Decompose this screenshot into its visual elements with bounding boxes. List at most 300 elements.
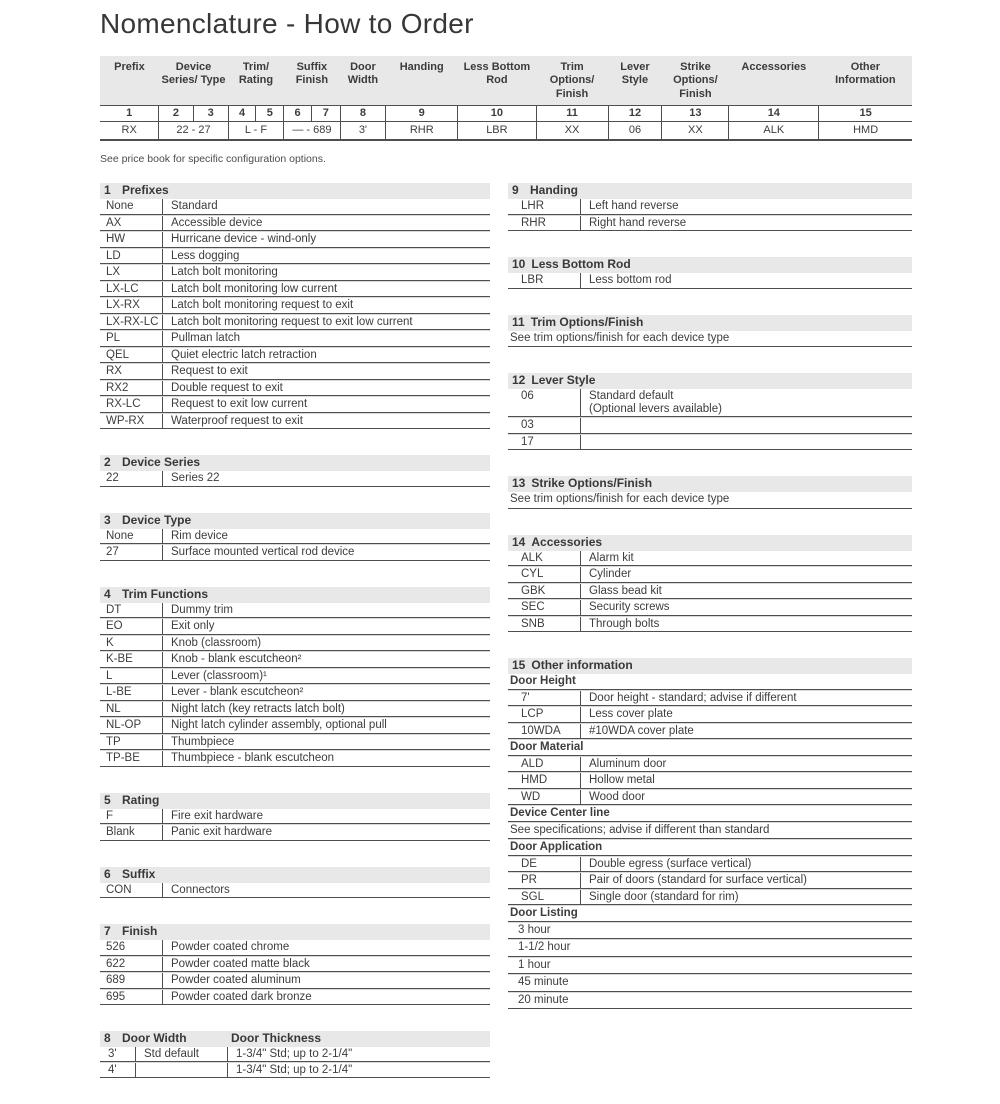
table-row [100,750,490,767]
order-table-example-row [100,122,912,141]
desc-line: Right hand reverse [589,216,687,229]
desc-cell [162,348,490,363]
code-cell: 689 [106,974,126,987]
table-row [508,599,912,616]
section-header [508,658,912,674]
desc-line: Accessible device [171,216,263,229]
desc-cell [162,685,490,700]
section-header [100,1031,490,1047]
desc-line: Knob (classroom) [171,636,262,649]
desc-line: Through bolts [589,617,660,630]
desc-cell [162,718,490,733]
section-title: Device Type [122,512,192,527]
table-row [100,883,490,899]
desc-cell [580,435,912,450]
code-cell: CYL [521,568,544,581]
desc-cell [162,199,490,214]
code-cell: PL [106,332,121,345]
section-header [100,867,490,883]
table-row [508,772,912,789]
desc-line: Double request to exit [171,381,283,394]
code-cell: 526 [106,941,126,954]
desc-line: Left hand reverse [589,200,679,213]
position-number: 9 [386,106,458,122]
example-value-trim-options-finish: XX [536,122,608,141]
desc-line: Door height - standard; advise if different [589,691,797,704]
table-row [100,734,490,751]
code-cell: ALK [521,551,543,564]
desc-cell [580,567,912,582]
section-title: Device Series [122,455,201,470]
section-number: 3 [104,512,111,527]
desc-cell [162,883,490,898]
desc-cell [580,418,912,433]
example-value-accessories: ALK [729,122,819,141]
desc-line [589,419,910,432]
desc-line: Night latch (key retracts latch bolt) [171,702,345,715]
code-cell: L [106,669,113,682]
subsection-header-door-material: Door Material [508,739,912,756]
order-col-device-series-type: Device Series/ Type [159,56,228,106]
section-11-trim-options-finish [508,315,912,348]
position-number: 10 [458,106,536,122]
table-row [100,1047,490,1062]
code-cell: K [106,636,114,649]
desc-cell [580,757,912,772]
desc-cell [162,471,490,486]
desc-cell [580,389,912,416]
desc-cell [162,529,490,544]
example-value-strike-options-finish: XX [662,122,729,141]
desc-line: Quiet electric latch retraction [171,348,317,361]
desc-cell [162,545,490,560]
table-row [100,618,490,635]
order-col-strike-options-finish: Strike Options/ Finish [662,56,729,106]
section-header [100,455,490,471]
section-title: Other information [531,658,633,673]
desc-line: Powder coated chrome [171,941,290,954]
section-number: 15 [512,658,526,673]
code-cell: LX-RX [106,299,140,312]
section-title: Strike Options/Finish [531,476,653,491]
desc-line: Latch bolt monitoring request to exit [171,299,354,312]
section-2-device-series [100,455,490,487]
desc-line: Hollow metal [589,774,655,787]
table-row [100,529,490,545]
code-cell: DE [521,857,537,870]
desc-cell [580,773,912,788]
code-cell: SEC [521,601,545,614]
code-cell: 622 [106,957,126,970]
desc-cell [162,397,490,412]
code-cell: RX2 [106,381,129,394]
desc-line: #10WDA cover plate [589,724,694,737]
order-col-trim-rating: Trim/ Rating [228,56,284,106]
example-value-prefix: RX [100,122,159,141]
position-number: 7 [311,106,340,122]
desc-cell [162,249,490,264]
code-cell: SNB [521,617,545,630]
section-number: 6 [104,866,111,881]
table-row [508,889,912,906]
subsection-note: See specifications; advise if different than standard [508,822,912,840]
section-header [100,587,490,603]
desc-cell [162,298,490,313]
subsection-header-door-height: Door Height [508,674,912,690]
section-header [100,793,490,809]
desc-cell [162,282,490,297]
code-cell: RX-LC [106,398,141,411]
code-cell: 03 [521,419,534,432]
desc-cell [580,707,912,722]
desc-cell [162,603,490,618]
desc-line: Fire exit hardware [171,809,264,822]
code-cell: WP-RX [106,414,145,427]
code-cell: AX [106,216,122,229]
desc-line: Dummy trim [171,603,233,616]
order-col-handing: Handing [386,56,458,106]
desc-cell [162,940,490,955]
table-row [100,471,490,487]
table-row [100,199,490,215]
desc-cell [580,584,912,599]
section-title: Handing [530,183,578,198]
example-value-less-bottom-rod: LBR [458,122,536,141]
code-cell: 22 [106,472,119,485]
table-row [100,989,490,1006]
subsection-header-device-center-line: Device Center line [508,805,912,822]
desc-line: Thumbpiece [171,735,235,748]
code-cell: 7' [521,691,530,704]
desc-cell [162,735,490,750]
table-row [508,215,912,232]
section-9-handing [508,183,912,231]
example-value-suffix-finish: — - 689 [284,122,340,141]
desc-line: Glass bead kit [589,584,662,597]
door-width-cell: 4' [108,1064,117,1077]
section-15-other-information [508,658,912,1009]
code-cell: LX-LC [106,282,139,295]
table-row [100,413,490,430]
desc-cell [162,751,490,766]
desc-line: Hurricane device - wind-only [171,233,317,246]
desc-line: Less dogging [171,249,240,262]
section-number: 13 [512,476,526,491]
door-thickness-cell: 1-3/4" Std; up to 2-1/4" [227,1063,490,1077]
position-number: 5 [256,106,284,122]
code-cell: None [106,529,134,542]
desc-cell [162,636,490,651]
desc-cell [162,702,490,717]
section-number: 1 [104,183,111,198]
example-value-device-series-type: 22 - 27 [159,122,228,141]
desc-cell [162,652,490,667]
desc-line: Pullman latch [171,332,241,345]
desc-line: Standard [171,200,218,213]
list-item: 1 hour [508,957,912,975]
section-3-device-type [100,513,490,561]
code-cell: None [106,200,134,213]
section-note: See trim options/finish for each device type [508,492,912,509]
code-cell: EO [106,620,123,633]
desc-line: Surface mounted vertical rod device [171,546,355,559]
table-row [100,824,490,841]
table-row [100,248,490,265]
example-value-handing: RHR [386,122,458,141]
desc-line: Powder coated dark bronze [171,990,312,1003]
example-value-other-information: HMD [819,122,912,141]
section-note: See trim options/finish for each device type [508,331,912,348]
position-number: 12 [608,106,662,122]
section-header [100,513,490,529]
section-header [508,315,912,331]
desc-line: Lever (classroom)¹ [171,669,267,682]
code-cell: LD [106,249,121,262]
position-number: 4 [228,106,256,122]
desc-cell [162,990,490,1005]
desc-cell [580,691,912,706]
code-cell: LBR [521,274,544,287]
table-row [100,635,490,652]
position-number: 8 [340,106,386,122]
position-number: 11 [536,106,608,122]
desc-cell [162,809,490,824]
desc-line: Cylinder [589,568,632,581]
table-row [100,651,490,668]
code-cell: WD [521,790,541,803]
code-cell: 10WDA [521,724,561,737]
desc-cell [162,619,490,634]
desc-cell [162,381,490,396]
legend-column-right [508,183,912,1035]
code-cell: RX [106,365,122,378]
code-cell: LX [106,266,121,279]
legend-columns [100,183,914,1104]
section-title: Accessories [531,534,603,549]
desc-line: Lever - blank escutcheon² [171,686,304,699]
desc-line: Standard default [589,390,674,403]
desc-line: Series 22 [171,472,220,485]
desc-line: Single door (standard for rim) [589,890,739,903]
order-col-suffix-finish: Suffix Finish [284,56,340,106]
code-cell: LX-RX-LC [106,315,159,328]
table-row [508,616,912,633]
position-number: 14 [729,106,819,122]
desc-line [589,436,910,449]
table-row [508,872,912,889]
desc-cell [580,890,912,905]
table-row [100,264,490,281]
order-col-trim-options-finish: Trim Options/ Finish [536,56,608,106]
section-title: Rating [122,792,160,807]
desc-line: Rim device [171,529,228,542]
code-cell: NL-OP [106,719,142,732]
table-row [508,706,912,723]
order-col-other-information: Other Information [819,56,912,106]
code-cell: F [106,809,114,822]
section-title: Lever Style [531,373,596,388]
section-title: Door Width [122,1031,187,1046]
desc-cell [162,364,490,379]
position-number: 2 [159,106,193,122]
table-row [100,701,490,718]
desc-line: Aluminum door [589,757,667,770]
order-col-lever-style: Lever Style [608,56,662,106]
desc-cell [162,973,490,988]
table-row [100,330,490,347]
section-number: 11 [512,314,525,329]
door-width-default-cell: Std default [135,1047,227,1061]
section-title: Prefixes [122,183,169,198]
desc-cell [580,873,912,888]
desc-cell [580,216,912,231]
code-cell: K-BE [106,653,133,666]
position-number: 3 [193,106,228,122]
code-cell: CON [106,883,132,896]
table-row [100,380,490,397]
desc-cell [580,790,912,805]
table-row [100,314,490,331]
list-item: 45 minute [508,974,912,992]
table-row [100,684,490,701]
section-header [508,257,912,273]
subsection-header-door-listing: Door Listing [508,905,912,922]
desc-line: Powder coated matte black [171,957,310,970]
section-number: 10 [512,257,526,272]
desc-line: Wood door [589,790,646,803]
desc-cell [162,216,490,231]
table-row [100,940,490,956]
section-6-suffix [100,867,490,899]
section-number: 14 [512,534,526,549]
section-header [100,924,490,940]
table-row [508,566,912,583]
table-row [100,231,490,248]
code-cell: ALD [521,757,544,770]
table-row [100,809,490,825]
desc-cell [580,617,912,632]
legend-column-left [100,183,490,1104]
table-row [508,434,912,451]
desc-cell [162,232,490,247]
desc-cell [162,825,490,840]
desc-cell [580,273,912,288]
section-title-secondary: Door Thickness [231,1031,322,1046]
example-value-lever-style: 06 [608,122,662,141]
code-cell: L-BE [106,686,132,699]
desc-cell [162,957,490,972]
desc-cell [580,857,912,872]
desc-line: Exit only [171,620,215,633]
desc-line: Latch bolt monitoring low current [171,282,338,295]
desc-line: Request to exit low current [171,398,308,411]
section-title: Trim Functions [122,586,209,601]
table-row [508,551,912,567]
desc-line: Connectors [171,883,230,896]
desc-line: Panic exit hardware [171,826,272,839]
table-row [100,363,490,380]
section-title: Suffix [122,866,156,881]
desc-line: Double egress (surface vertical) [589,857,752,870]
list-item: 1-1/2 hour [508,939,912,957]
section-header [508,535,912,551]
code-cell: 17 [521,435,534,448]
desc-line: Latch bolt monitoring request to exit low current [171,315,413,328]
desc-line: Latch bolt monitoring [171,266,278,279]
table-row [508,690,912,707]
code-cell: HW [106,233,126,246]
code-cell: HMD [521,774,548,787]
section-5-rating [100,793,490,841]
table-row [508,756,912,773]
section-number: 12 [512,373,526,388]
desc-line: Thumbpiece - blank escutcheon [171,752,335,765]
desc-line: (Optional levers available) [589,402,722,415]
desc-line: Less bottom rod [589,274,672,287]
code-cell: 695 [106,990,126,1003]
code-cell: RHR [521,216,546,229]
section-header [508,183,912,199]
list-item: 20 minute [508,992,912,1010]
code-cell: NL [106,702,121,715]
code-cell: 06 [521,390,534,403]
desc-cell [580,600,912,615]
page-title: Nomenclature - How to Order [100,8,474,39]
desc-line: Security screws [589,601,670,614]
order-nomenclature-table [100,56,912,141]
desc-cell [162,315,490,330]
position-number: 15 [819,106,912,122]
table-row [100,603,490,619]
desc-line: Waterproof request to exit [171,414,303,427]
door-width-default-cell [135,1063,227,1077]
price-book-note: See price book for specific configuration options. [100,153,326,166]
desc-cell [162,414,490,429]
code-cell: 27 [106,546,119,559]
code-cell: Blank [106,826,135,839]
position-number: 1 [100,106,159,122]
section-12-lever-style [508,373,912,450]
section-1-prefixes [100,183,490,429]
table-row [100,215,490,232]
table-row [100,956,490,973]
code-cell: SGL [521,890,545,903]
table-row [100,668,490,685]
section-7-finish [100,924,490,1005]
desc-line: Knob - blank escutcheon² [171,653,302,666]
table-row [100,347,490,364]
desc-line: Pair of doors (standard for surface vertical) [589,874,807,887]
list-item: 3 hour [508,922,912,940]
section-title: Less Bottom Rod [531,257,631,272]
order-col-accessories: Accessories [729,56,819,106]
section-14-accessories [508,535,912,633]
desc-line: Night latch cylinder assembly, optional pull [171,719,387,732]
section-13-strike-options-finish [508,476,912,509]
section-number: 5 [104,792,111,807]
table-row [508,417,912,434]
subsection-header-door-application: Door Application [508,839,912,856]
table-row [508,199,912,215]
desc-cell [580,199,912,214]
table-row [508,789,912,806]
table-row [100,396,490,413]
desc-cell [162,669,490,684]
table-row [100,717,490,734]
order-col-prefix: Prefix [100,56,159,106]
table-row [100,972,490,989]
section-8-door-width [100,1031,490,1078]
